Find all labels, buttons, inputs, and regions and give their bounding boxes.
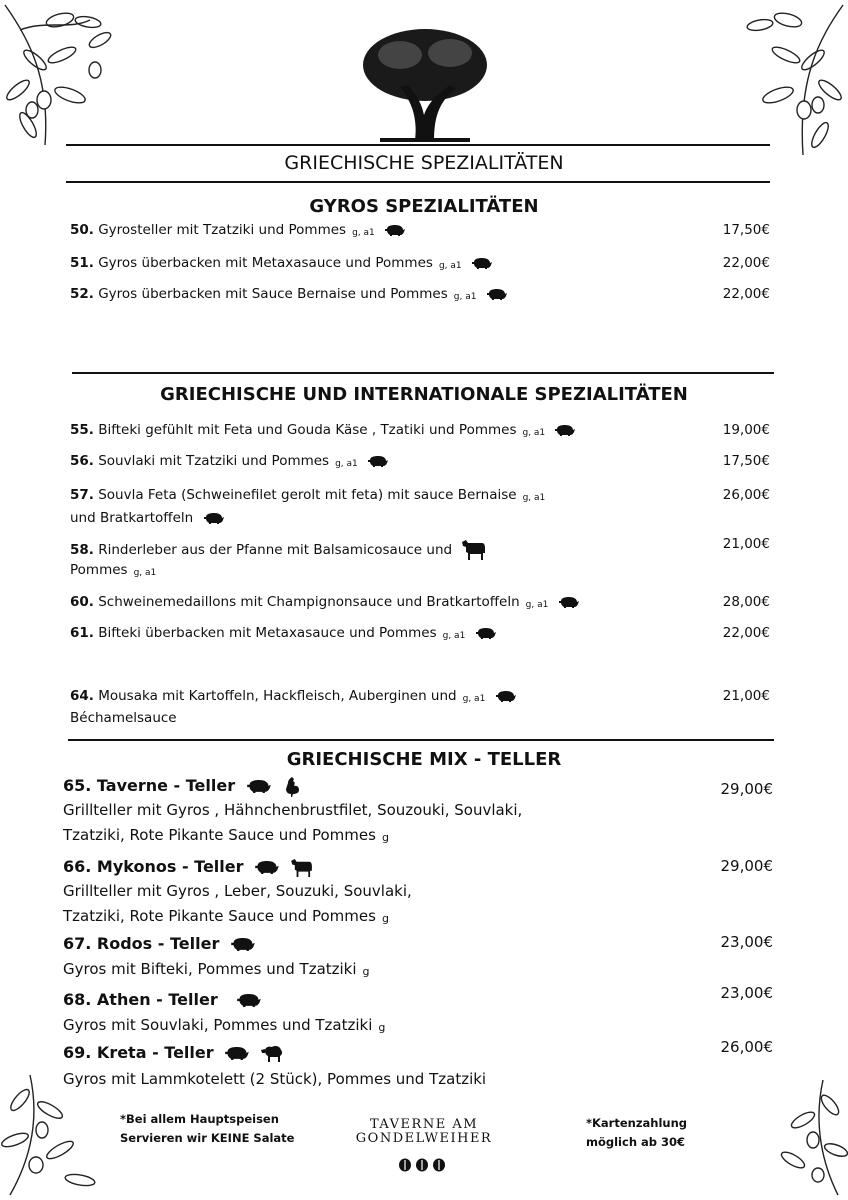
price: 22,00€ [722, 286, 770, 302]
price: 23,00€ [720, 933, 773, 951]
mix-rule [68, 739, 774, 741]
mix-item-name: 67. Rodos - Teller [63, 934, 255, 953]
mix-item-desc: Tzatziki, Rote Pikante Sauce und Pommes g [63, 826, 389, 844]
price: 21,00€ [722, 688, 770, 704]
international-title: GRIECHISCHE UND INTERNATIONALE SPEZIALITÄTEN [160, 384, 688, 405]
gyros-title: GYROS SPEZIALITÄTEN [309, 196, 539, 217]
olive-branch-top-right-icon [728, 0, 848, 160]
sheep-icon [261, 1045, 283, 1062]
menu-item: 61. Bifteki überbacken mit Metaxasauce und Pommes g, a1 [70, 625, 496, 641]
pig-icon [368, 456, 388, 467]
price: 23,00€ [720, 984, 773, 1002]
footer-note-card-payment: *Kartenzahlung möglich ab 30€ [586, 1116, 688, 1149]
menu-item: 58. Rinderleber aus der Pfanne mit Balsamicosauce und [70, 540, 486, 560]
menu-item: 64. Mousaka mit Kartoffeln, Hackfleisch, Auberginen und g, a1 [70, 688, 516, 704]
mix-item-name: 66. Mykonos - Teller [63, 857, 313, 877]
price: 17,50€ [722, 222, 770, 238]
menu-item: 55. Bifteki gefühlt mit Feta und Gouda Käse , Tzatiki und Pommes g, a1 [70, 422, 575, 438]
rooster-icon [282, 777, 300, 797]
price: 29,00€ [720, 780, 773, 798]
mix-item-desc: Grillteller mit Gyros , Hähnchenbrustfilet, Souzouki, Souvlaki, [63, 801, 523, 819]
section-title: GRIECHISCHE SPEZIALITÄTEN [284, 152, 564, 174]
pig-icon [496, 691, 516, 702]
pig-icon [559, 597, 579, 608]
olive-branch-top-left-icon [0, 0, 120, 150]
pig-icon [237, 994, 261, 1007]
pig-icon [247, 780, 271, 793]
header-bottom-rule [66, 181, 770, 183]
mix-title: GRIECHISCHE MIX - TELLER [286, 749, 562, 770]
menu-item: 51. Gyros überbacken mit Metaxasauce und Pommes g, a1 [70, 255, 492, 271]
pig-icon [476, 628, 496, 639]
mix-item-name: 69. Kreta - Teller [63, 1043, 283, 1062]
brand-icons [398, 1157, 446, 1176]
price: 19,00€ [722, 422, 770, 438]
olive-branch-bottom-left-icon [0, 1070, 110, 1200]
price: 21,00€ [722, 536, 770, 552]
cow-icon [462, 540, 486, 560]
menu-item-continuation: und Bratkartoffeln [70, 510, 224, 526]
menu-item-continuation: Pommes g, a1 [70, 562, 157, 578]
pig-icon [255, 861, 279, 874]
menu-item: 50. Gyrosteller mit Tzatziki und Pommes g, a1 [70, 222, 405, 238]
menu-item: 60. Schweinemedaillons mit Champignonsauce und Bratkartoffeln g, a1 [70, 594, 579, 610]
pig-icon [225, 1047, 249, 1060]
pig-icon [231, 938, 255, 951]
price: 26,00€ [722, 487, 770, 503]
mix-item-desc: Gyros mit Souvlaki, Pommes und Tzatziki g [63, 1016, 386, 1034]
olive-branch-bottom-right-icon [758, 1075, 848, 1200]
international-rule [72, 372, 774, 374]
price: 29,00€ [720, 857, 773, 875]
header-top-rule [66, 144, 770, 146]
price: 22,00€ [722, 625, 770, 641]
pig-icon [487, 289, 507, 300]
price: 22,00€ [722, 255, 770, 271]
cow-icon [291, 859, 313, 877]
mix-item-name: 65. Taverne - Teller [63, 776, 300, 797]
mix-item-desc: Grillteller mit Gyros , Leber, Souzuki, Souvlaki, [63, 882, 412, 900]
pig-icon [472, 258, 492, 269]
pig-icon [204, 513, 224, 524]
brand-wordmark: TAVERNE AM GONDELWEIHER [355, 1117, 493, 1146]
menu-item: 57. Souvla Feta (Schweinefilet gerolt mit feta) mit sauce Bernaise g, a1 [70, 487, 546, 503]
pig-icon [385, 225, 405, 236]
price: 17,50€ [722, 453, 770, 469]
olive-tree-logo [360, 25, 490, 145]
mix-item-desc: Gyros mit Bifteki, Pommes und Tzatziki g [63, 960, 370, 978]
mix-item-name: 68. Athen - Teller [63, 990, 261, 1009]
pig-icon [555, 425, 575, 436]
footer-note-salads: *Bei allem Hauptspeisen Servieren wir KEINE Salate [120, 1112, 295, 1145]
mix-item-desc: Tzatziki, Rote Pikante Sauce und Pommes g [63, 907, 389, 925]
menu-item: 56. Souvlaki mit Tzatziki und Pommes g, a1 [70, 453, 388, 469]
mix-item-desc: Gyros mit Lammkotelett (2 Stück), Pommes und Tzatziki [63, 1070, 487, 1088]
price: 26,00€ [720, 1038, 773, 1056]
menu-item: 52. Gyros überbacken mit Sauce Bernaise und Pommes g, a1 [70, 286, 507, 302]
menu-item-continuation: Béchamelsauce [70, 710, 177, 726]
grape-icon [398, 1158, 446, 1172]
price: 28,00€ [722, 594, 770, 610]
